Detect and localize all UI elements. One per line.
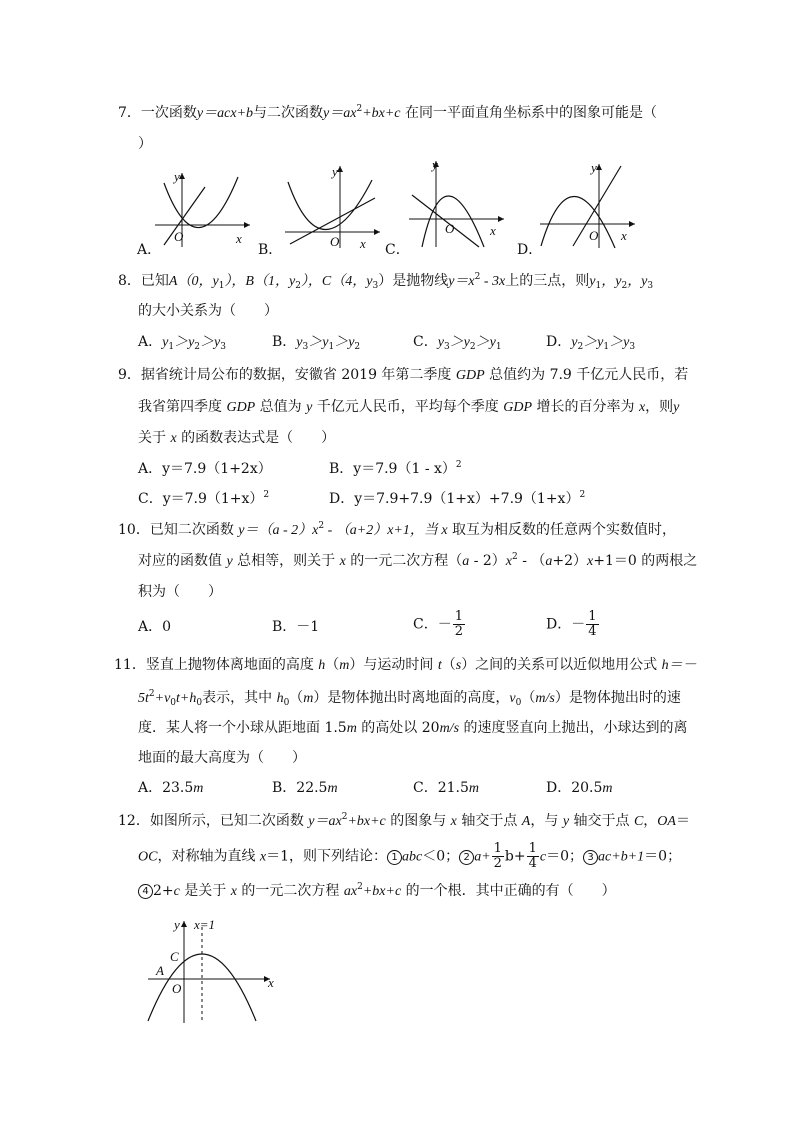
q11-option-b: B．22.5m	[272, 780, 338, 796]
svg-text:x: x	[360, 236, 366, 250]
q10-option-a: A．0	[138, 619, 172, 635]
fig-y-label: y	[174, 917, 180, 932]
fig-x-label: x	[268, 975, 274, 990]
origin-label: O	[174, 229, 184, 244]
q7-option-c-graph	[404, 155, 514, 250]
x-axis-arrow-icon	[244, 222, 250, 228]
x-axis-arrow-icon	[374, 229, 380, 235]
question-11-line-2: $5t^2+v_0t+h_0$表示，其中 $h_0(m)$是物体抛出时离地面的高度，$v_0(m/s)$是物体抛出时的速	[138, 689, 681, 708]
q7-prefix: 7．一次函数	[118, 105, 197, 121]
q7-linear-function: y＝acx+b	[196, 106, 254, 121]
question-7-stem	[118, 104, 657, 123]
q7-close-paren: ）	[138, 136, 152, 152]
q7-option-b-label: B．	[258, 242, 283, 258]
y-axis-arrow-icon	[337, 166, 343, 172]
line	[164, 187, 205, 245]
circled-number: 1	[387, 850, 402, 865]
q7-exponent: 2	[356, 104, 363, 114]
question-11-line-1: 11．竖直上抛物体离地面的高度 h（m）与运动时间 t（s）之间的关系可以近似地用公式 h＝－	[114, 657, 697, 673]
y-axis-arrow-icon	[596, 164, 602, 170]
svg-text:y: y	[432, 157, 438, 172]
question-10-line-2: 对应的函数值 y 总相等，则关于 x 的一元二次方程$(a - 2)x^2 - (a+2)x+1=0$ 的两根之	[138, 552, 698, 569]
svg-text:y: y	[591, 160, 597, 175]
y-axis-arrow-icon	[179, 173, 185, 179]
svg-text:O: O	[589, 228, 599, 243]
question-9-line-2: 我省第四季度 GDP 总值为 y 千亿元人民币，平均每个季度 GDP 增长的百分率为 x，则y	[138, 399, 680, 415]
question-12-line-1: 12．如图所示，已知二次函数 $y=ax^2+bx+c$ 的图象与 x 轴交于点 A，与 y 轴交于点 C，OA＝	[118, 812, 690, 829]
q11-option-c: C．21.5m	[413, 780, 480, 796]
fig-o-label: O	[172, 981, 182, 996]
question-9-line-1: 9．据省统计局公布的数据，安徽省 2019 年第二季度 GDP 总值约为 7.9 千亿元人民币，若	[118, 367, 689, 383]
q9-option-d: D．$y=7.9+7.9(1+x)+7.9(1+x)^2$	[329, 490, 586, 507]
q11-option-d: D．20.5m	[546, 780, 613, 796]
q7-suffix: 在同一平面直角坐标系中的图象可能是（	[404, 105, 657, 121]
fraction: $\frac{1}{4}$	[588, 609, 597, 639]
fraction: $\frac{1}{2}$	[454, 609, 463, 639]
q7-option-d-label: D．	[517, 242, 543, 258]
svg-text:y: y	[332, 164, 338, 179]
circled-number: 2	[459, 850, 474, 865]
q8-option-c: C．$y_3>y_2>y_1$	[413, 334, 502, 352]
q12-figure	[140, 915, 285, 1025]
y-label: y	[174, 169, 180, 184]
q8-option-d: D．$y_2>y_1>y_3$	[546, 334, 636, 352]
fig-c-label: C	[170, 949, 179, 964]
q7-quadratic-a: y＝ax	[323, 106, 357, 121]
svg-text:O: O	[445, 221, 455, 236]
q8-line-2: 的大小关系为（ ）	[138, 303, 278, 319]
q9-option-a: A．y＝7.9（1+2x）	[138, 461, 272, 477]
q8-option-a: A．$y_1>y_2>y_3$	[138, 334, 226, 352]
fig-a-label: A	[156, 963, 164, 978]
y-axis-arrow-icon	[181, 921, 187, 927]
fig-symmetry-label: x=1	[194, 917, 216, 932]
q7-text: 与二次函数	[253, 105, 324, 121]
q7-option-b-graph	[280, 160, 390, 250]
x-axis-arrow-icon	[498, 216, 504, 222]
q10-option-c: C．－ $\frac{1}{2}$	[413, 609, 463, 639]
x-label: x	[236, 231, 242, 246]
circled-number: 4	[138, 884, 153, 899]
q9-option-b: B．y＝7.9（1 - x）$^2$	[329, 460, 462, 477]
fraction: $\frac{1}{2}$	[493, 841, 502, 871]
parabola	[164, 177, 238, 228]
q9-option-c: C．$y=7.9(1+x)^2$	[138, 490, 270, 507]
question-9-line-3: 关于 x 的函数表达式是（ ）	[138, 430, 336, 446]
x-axis-arrow-icon	[629, 221, 635, 227]
q7-option-c-label: C．	[385, 242, 410, 258]
q7-quadratic-b: +bx+c	[362, 106, 401, 121]
question-11-line-3: 度．某人将一个小球从距地面 1.5m 的高处以 20m/s 的速度竖直向上抛出，小球达到的离	[138, 720, 688, 736]
q8-option-b: B．$y_3>y_1>y_2$	[272, 334, 361, 352]
question-10-line-1: 10．已知二次函数 $y=(a - 2)x^2 - (a+2)x+1$，当 x 取互为相反数的任意两个实数值时，	[118, 521, 677, 538]
question-12-line-3: 4 2+c 是关于 x 的一元二次方程 $ax^2+bx+c$ 的一个根．其中正确的有（ ）	[138, 882, 616, 901]
svg-text:x: x	[621, 228, 627, 243]
question-12-line-2: OC，对称轴为直线 x＝1，则下列结论： 1 abc＜0； 2 a+ $\frac{1}{2}$ b+ $\frac{1}{4}$ c＝0； 3 ac+b+1＝0；	[138, 841, 682, 871]
q7-option-a-label: A．	[137, 242, 162, 258]
question-11-line-4: 地面的最大高度为（ ）	[138, 750, 306, 766]
q10-option-d: D．－ $\frac{1}{4}$	[546, 609, 597, 639]
question-10-line-3: 积为（ ）	[138, 584, 222, 600]
question-8-stem: 8．已知A（0，$y_1$），B（1，$y_2$），C（4，$y_3$）是抛物线$y=x^2 - 3x$上的三点，则$y_1$，$y_2$，$y_3$	[118, 272, 654, 291]
svg-text:O: O	[330, 234, 340, 249]
svg-text:x: x	[490, 223, 496, 238]
q11-option-a: A．23.5m	[138, 780, 204, 796]
fraction: $\frac{1}{4}$	[528, 841, 537, 871]
q7-option-d-graph	[535, 158, 645, 250]
q7-option-a-graph	[150, 165, 260, 250]
circled-number: 3	[583, 850, 598, 865]
q10-option-b: B．－1	[272, 619, 320, 635]
